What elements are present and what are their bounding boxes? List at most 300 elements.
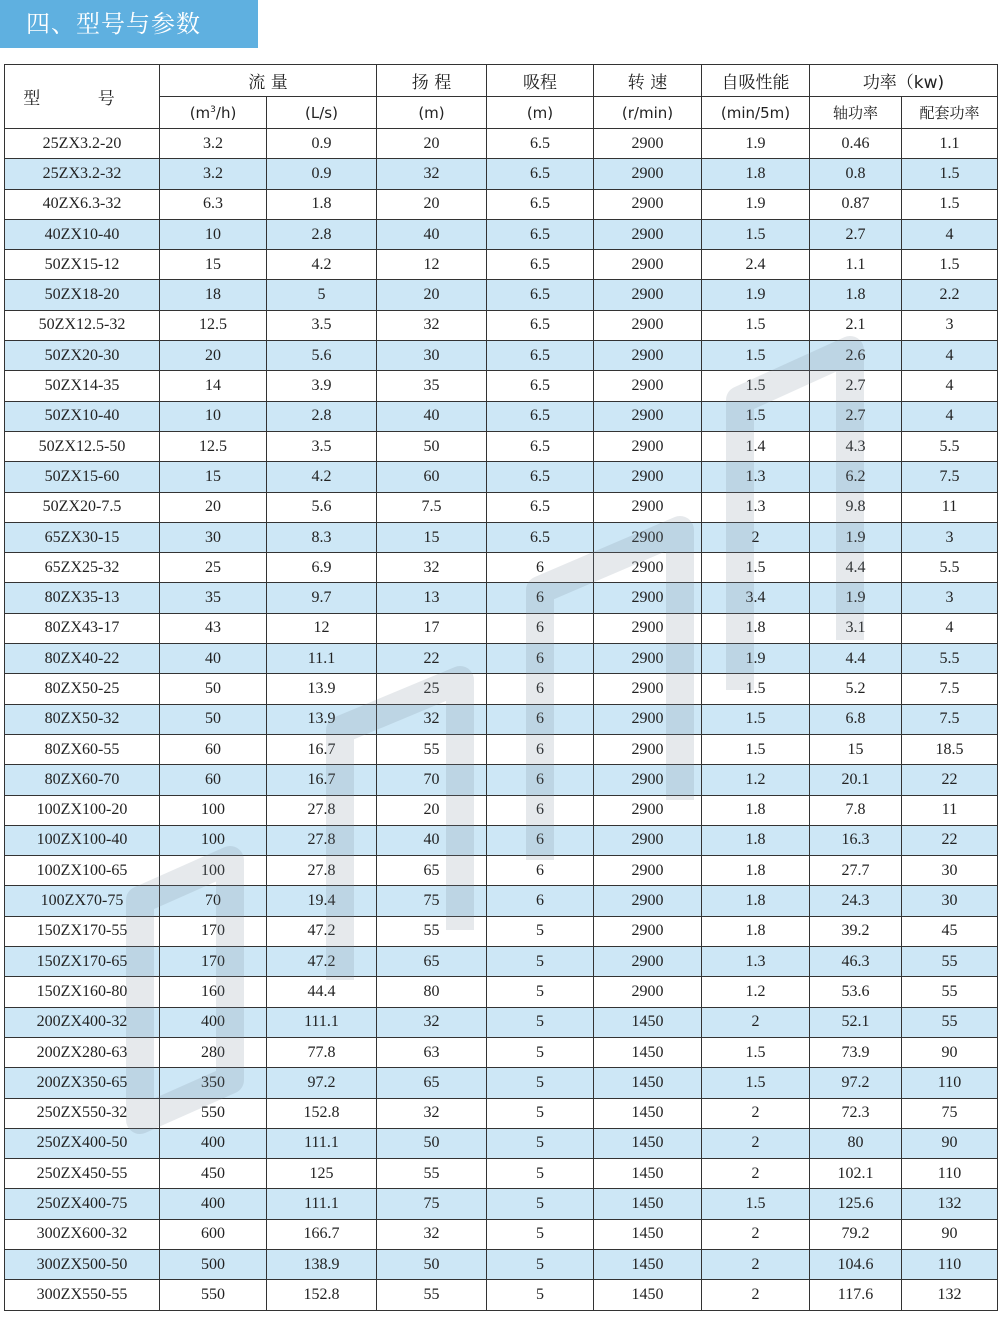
cell-suction: 6.5 [487,310,594,340]
cell-head: 20 [377,129,487,159]
cell-suction: 5 [487,1280,594,1310]
cell-suction: 6.5 [487,431,594,461]
cell-speed: 1450 [594,1068,702,1098]
cell-motor-power: 4 [902,371,998,401]
cell-model: 50ZX15-60 [5,462,160,492]
cell-flow-m3h: 400 [160,1128,267,1158]
cell-flow-m3h: 170 [160,947,267,977]
cell-head: 50 [377,1249,487,1279]
table-row [5,280,998,310]
table-row [5,159,998,189]
cell-suction: 5 [487,947,594,977]
cell-shaft-power: 6.2 [810,462,902,492]
cell-suction: 5 [487,1098,594,1128]
cell-flow-ls: 0.9 [267,159,377,189]
cell-flow-m3h: 60 [160,734,267,764]
cell-motor-power: 55 [902,947,998,977]
cell-speed: 2900 [594,431,702,461]
cell-head: 15 [377,522,487,552]
table-row [5,341,998,371]
cell-motor-power: 3 [902,310,998,340]
cell-shaft-power: 102.1 [810,1159,902,1189]
cell-motor-power: 5.5 [902,553,998,583]
cell-model: 300ZX500-50 [5,1249,160,1279]
header-speed-unit: (r/min) [594,97,702,129]
cell-speed: 2900 [594,825,702,855]
cell-head: 32 [377,704,487,734]
cell-flow-ls: 13.9 [267,704,377,734]
cell-flow-ls: 13.9 [267,674,377,704]
cell-self-priming: 1.8 [702,159,810,189]
cell-head: 65 [377,856,487,886]
cell-speed: 2900 [594,644,702,674]
cell-model: 80ZX43-17 [5,613,160,643]
cell-model: 150ZX160-80 [5,977,160,1007]
cell-flow-ls: 44.4 [267,977,377,1007]
cell-flow-ls: 27.8 [267,825,377,855]
cell-motor-power: 7.5 [902,462,998,492]
cell-shaft-power: 2.7 [810,219,902,249]
cell-speed: 2900 [594,462,702,492]
cell-flow-m3h: 70 [160,886,267,916]
cell-self-priming: 1.8 [702,916,810,946]
cell-motor-power: 11 [902,795,998,825]
cell-motor-power: 7.5 [902,704,998,734]
cell-suction: 6 [487,553,594,583]
cell-motor-power: 132 [902,1280,998,1310]
cell-model: 150ZX170-65 [5,947,160,977]
cell-speed: 2900 [594,795,702,825]
cell-flow-ls: 2.8 [267,219,377,249]
cell-self-priming: 1.8 [702,825,810,855]
cell-motor-power: 90 [902,1037,998,1067]
cell-self-priming: 1.2 [702,765,810,795]
cell-flow-ls: 4.2 [267,250,377,280]
cell-suction: 6 [487,825,594,855]
cell-flow-m3h: 20 [160,492,267,522]
cell-shaft-power: 1.9 [810,583,902,613]
cell-shaft-power: 4.3 [810,431,902,461]
cell-flow-m3h: 6.3 [160,189,267,219]
cell-model: 100ZX100-40 [5,825,160,855]
cell-motor-power: 1.5 [902,250,998,280]
cell-head: 65 [377,947,487,977]
cell-flow-m3h: 550 [160,1280,267,1310]
table-row [5,734,998,764]
cell-shaft-power: 79.2 [810,1219,902,1249]
cell-shaft-power: 97.2 [810,1068,902,1098]
cell-speed: 1450 [594,1007,702,1037]
cell-model: 200ZX400-32 [5,1007,160,1037]
cell-motor-power: 110 [902,1249,998,1279]
cell-flow-m3h: 350 [160,1068,267,1098]
cell-model: 250ZX450-55 [5,1159,160,1189]
cell-suction: 6.5 [487,219,594,249]
cell-shaft-power: 72.3 [810,1098,902,1128]
table-row [5,1128,998,1158]
table-row [5,129,998,159]
cell-suction: 6.5 [487,280,594,310]
cell-suction: 6 [487,583,594,613]
cell-speed: 2900 [594,371,702,401]
table-row [5,704,998,734]
table-row [5,1219,998,1249]
cell-shaft-power: 117.6 [810,1280,902,1310]
section-title: 四、型号与参数 [0,0,258,48]
cell-flow-ls: 6.9 [267,553,377,583]
cell-suction: 6.5 [487,462,594,492]
cell-flow-m3h: 50 [160,674,267,704]
header-head: 扬 程 [377,65,487,97]
cell-shaft-power: 5.2 [810,674,902,704]
cell-flow-m3h: 60 [160,765,267,795]
table-row [5,856,998,886]
cell-model: 50ZX15-12 [5,250,160,280]
cell-shaft-power: 16.3 [810,825,902,855]
cell-self-priming: 1.8 [702,795,810,825]
cell-flow-m3h: 100 [160,795,267,825]
cell-flow-ls: 111.1 [267,1189,377,1219]
cell-motor-power: 1.5 [902,189,998,219]
table-row [5,401,998,431]
cell-head: 32 [377,310,487,340]
cell-flow-m3h: 280 [160,1037,267,1067]
cell-model: 200ZX280-63 [5,1037,160,1067]
cell-flow-ls: 11.1 [267,644,377,674]
cell-self-priming: 1.5 [702,371,810,401]
cell-self-priming: 1.8 [702,613,810,643]
cell-self-priming: 2 [702,1128,810,1158]
cell-self-priming: 2 [702,522,810,552]
cell-suction: 6.5 [487,129,594,159]
table-row [5,492,998,522]
cell-flow-m3h: 400 [160,1007,267,1037]
cell-head: 32 [377,159,487,189]
cell-speed: 2900 [594,583,702,613]
cell-motor-power: 110 [902,1068,998,1098]
cell-model: 80ZX40-22 [5,644,160,674]
cell-model: 50ZX12.5-32 [5,310,160,340]
table-row [5,189,998,219]
cell-self-priming: 1.8 [702,856,810,886]
cell-shaft-power: 27.7 [810,856,902,886]
cell-flow-ls: 77.8 [267,1037,377,1067]
cell-head: 35 [377,371,487,401]
cell-shaft-power: 2.1 [810,310,902,340]
cell-flow-ls: 111.1 [267,1128,377,1158]
cell-speed: 1450 [594,1037,702,1067]
table-row [5,522,998,552]
cell-motor-power: 45 [902,916,998,946]
cell-flow-m3h: 50 [160,704,267,734]
cell-suction: 6.5 [487,189,594,219]
table-row [5,916,998,946]
table-row [5,371,998,401]
cell-flow-m3h: 25 [160,553,267,583]
cell-speed: 2900 [594,159,702,189]
cell-model: 250ZX400-50 [5,1128,160,1158]
cell-head: 7.5 [377,492,487,522]
cell-motor-power: 3 [902,522,998,552]
cell-head: 32 [377,1219,487,1249]
cell-flow-ls: 19.4 [267,886,377,916]
cell-shaft-power: 0.46 [810,129,902,159]
cell-shaft-power: 3.1 [810,613,902,643]
cell-head: 25 [377,674,487,704]
header-flow: 流 量 [160,65,377,97]
cell-shaft-power: 2.6 [810,341,902,371]
table-row [5,795,998,825]
cell-self-priming: 1.5 [702,674,810,704]
cell-flow-ls: 12 [267,613,377,643]
table-row [5,1007,998,1037]
cell-flow-m3h: 100 [160,856,267,886]
cell-head: 75 [377,886,487,916]
cell-head: 63 [377,1037,487,1067]
cell-flow-ls: 0.9 [267,129,377,159]
cell-flow-m3h: 170 [160,916,267,946]
cell-suction: 5 [487,1068,594,1098]
cell-shaft-power: 20.1 [810,765,902,795]
cell-head: 40 [377,825,487,855]
header-shaft-power: 轴功率 [810,97,902,129]
cell-speed: 2900 [594,947,702,977]
cell-flow-m3h: 12.5 [160,310,267,340]
cell-head: 70 [377,765,487,795]
cell-shaft-power: 24.3 [810,886,902,916]
table-row [5,1098,998,1128]
cell-model: 40ZX6.3-32 [5,189,160,219]
cell-suction: 6 [487,674,594,704]
cell-self-priming: 1.9 [702,129,810,159]
cell-model: 50ZX20-30 [5,341,160,371]
cell-motor-power: 75 [902,1098,998,1128]
cell-model: 80ZX35-13 [5,583,160,613]
cell-speed: 2900 [594,310,702,340]
cell-motor-power: 4 [902,401,998,431]
cell-self-priming: 1.4 [702,431,810,461]
cell-speed: 2900 [594,522,702,552]
cell-suction: 5 [487,1219,594,1249]
cell-motor-power: 1.5 [902,159,998,189]
cell-shaft-power: 125.6 [810,1189,902,1219]
cell-motor-power: 4 [902,341,998,371]
cell-motor-power: 4 [902,613,998,643]
cell-suction: 5 [487,1128,594,1158]
cell-model: 80ZX50-25 [5,674,160,704]
cell-suction: 5 [487,916,594,946]
table-row [5,947,998,977]
cell-head: 60 [377,462,487,492]
cell-head: 65 [377,1068,487,1098]
cell-self-priming: 1.3 [702,947,810,977]
cell-motor-power: 5.5 [902,644,998,674]
table-row [5,765,998,795]
cell-model: 80ZX60-55 [5,734,160,764]
table-row [5,644,998,674]
cell-model: 25ZX3.2-32 [5,159,160,189]
cell-speed: 2900 [594,189,702,219]
cell-motor-power: 3 [902,583,998,613]
header-motor-power: 配套功率 [902,97,998,129]
cell-shaft-power: 7.8 [810,795,902,825]
cell-head: 40 [377,219,487,249]
cell-speed: 1450 [594,1128,702,1158]
cell-speed: 2900 [594,704,702,734]
cell-flow-ls: 3.5 [267,431,377,461]
cell-model: 250ZX400-75 [5,1189,160,1219]
cell-flow-ls: 16.7 [267,765,377,795]
cell-flow-ls: 3.5 [267,310,377,340]
cell-motor-power: 11 [902,492,998,522]
cell-self-priming: 1.5 [702,553,810,583]
cell-model: 50ZX14-35 [5,371,160,401]
cell-motor-power: 22 [902,765,998,795]
cell-self-priming: 2 [702,1219,810,1249]
cell-motor-power: 30 [902,856,998,886]
cell-shaft-power: 1.9 [810,522,902,552]
cell-head: 55 [377,916,487,946]
cell-flow-ls: 97.2 [267,1068,377,1098]
cell-head: 12 [377,250,487,280]
cell-shaft-power: 53.6 [810,977,902,1007]
cell-self-priming: 2 [702,1280,810,1310]
cell-head: 80 [377,977,487,1007]
cell-model: 65ZX30-15 [5,522,160,552]
cell-motor-power: 90 [902,1128,998,1158]
cell-self-priming: 1.5 [702,1037,810,1067]
cell-head: 50 [377,1128,487,1158]
cell-self-priming: 1.5 [702,401,810,431]
cell-model: 40ZX10-40 [5,219,160,249]
cell-flow-m3h: 30 [160,522,267,552]
cell-speed: 2900 [594,341,702,371]
cell-speed: 2900 [594,553,702,583]
cell-speed: 2900 [594,613,702,643]
cell-speed: 2900 [594,856,702,886]
cell-flow-ls: 138.9 [267,1249,377,1279]
table-row [5,310,998,340]
cell-head: 13 [377,583,487,613]
cell-flow-m3h: 600 [160,1219,267,1249]
cell-head: 32 [377,553,487,583]
cell-motor-power: 2.2 [902,280,998,310]
table-row [5,553,998,583]
cell-shaft-power: 4.4 [810,553,902,583]
cell-shaft-power: 46.3 [810,947,902,977]
cell-shaft-power: 39.2 [810,916,902,946]
cell-head: 55 [377,734,487,764]
cell-shaft-power: 15 [810,734,902,764]
cell-suction: 6 [487,734,594,764]
cell-shaft-power: 4.4 [810,644,902,674]
cell-flow-ls: 9.7 [267,583,377,613]
cell-head: 20 [377,280,487,310]
cell-suction: 6.5 [487,401,594,431]
cell-head: 55 [377,1159,487,1189]
header-self-priming: 自吸性能 [702,65,810,97]
cell-self-priming: 1.5 [702,1068,810,1098]
cell-flow-m3h: 15 [160,462,267,492]
cell-model: 80ZX60-70 [5,765,160,795]
cell-self-priming: 1.8 [702,886,810,916]
cell-flow-ls: 16.7 [267,734,377,764]
cell-shaft-power: 9.8 [810,492,902,522]
cell-shaft-power: 1.8 [810,280,902,310]
cell-shaft-power: 1.1 [810,250,902,280]
cell-shaft-power: 2.7 [810,371,902,401]
cell-head: 50 [377,431,487,461]
cell-self-priming: 2 [702,1159,810,1189]
cell-speed: 1450 [594,1249,702,1279]
cell-motor-power: 90 [902,1219,998,1249]
header-speed: 转 速 [594,65,702,97]
cell-model: 80ZX50-32 [5,704,160,734]
header-self-priming-unit: (min/5m) [702,97,810,129]
table-row [5,1068,998,1098]
cell-suction: 5 [487,1189,594,1219]
cell-flow-ls: 5.6 [267,341,377,371]
cell-shaft-power: 104.6 [810,1249,902,1279]
cell-model: 50ZX20-7.5 [5,492,160,522]
cell-flow-m3h: 18 [160,280,267,310]
cell-suction: 5 [487,1249,594,1279]
cell-model: 250ZX550-32 [5,1098,160,1128]
cell-suction: 6.5 [487,371,594,401]
header-power: 功率（kw) [810,65,998,97]
cell-shaft-power: 80 [810,1128,902,1158]
cell-head: 17 [377,613,487,643]
cell-motor-power: 1.1 [902,129,998,159]
cell-flow-m3h: 3.2 [160,129,267,159]
cell-model: 65ZX25-32 [5,553,160,583]
cell-speed: 2900 [594,250,702,280]
cell-speed: 1450 [594,1159,702,1189]
cell-flow-ls: 27.8 [267,795,377,825]
cell-flow-ls: 152.8 [267,1280,377,1310]
cell-self-priming: 2 [702,1098,810,1128]
cell-flow-m3h: 550 [160,1098,267,1128]
cell-flow-m3h: 12.5 [160,431,267,461]
cell-suction: 6 [487,795,594,825]
cell-model: 50ZX18-20 [5,280,160,310]
cell-self-priming: 2.4 [702,250,810,280]
cell-suction: 6 [487,886,594,916]
cell-speed: 2900 [594,977,702,1007]
cell-flow-m3h: 10 [160,219,267,249]
table-row [5,674,998,704]
cell-model: 100ZX100-20 [5,795,160,825]
spec-table [4,64,998,1311]
cell-self-priming: 1.5 [702,704,810,734]
cell-self-priming: 1.5 [702,734,810,764]
header-head-unit: (m) [377,97,487,129]
cell-flow-ls: 8.3 [267,522,377,552]
header-model: 型 号 [5,65,160,129]
cell-model: 50ZX10-40 [5,401,160,431]
cell-motor-power: 55 [902,1007,998,1037]
cell-suction: 6 [487,856,594,886]
cell-flow-m3h: 100 [160,825,267,855]
cell-flow-m3h: 3.2 [160,159,267,189]
cell-suction: 5 [487,1159,594,1189]
cell-flow-m3h: 15 [160,250,267,280]
cell-model: 200ZX350-65 [5,1068,160,1098]
cell-suction: 6 [487,644,594,674]
header-suction: 吸程 [487,65,594,97]
cell-suction: 6 [487,765,594,795]
cell-suction: 6.5 [487,159,594,189]
